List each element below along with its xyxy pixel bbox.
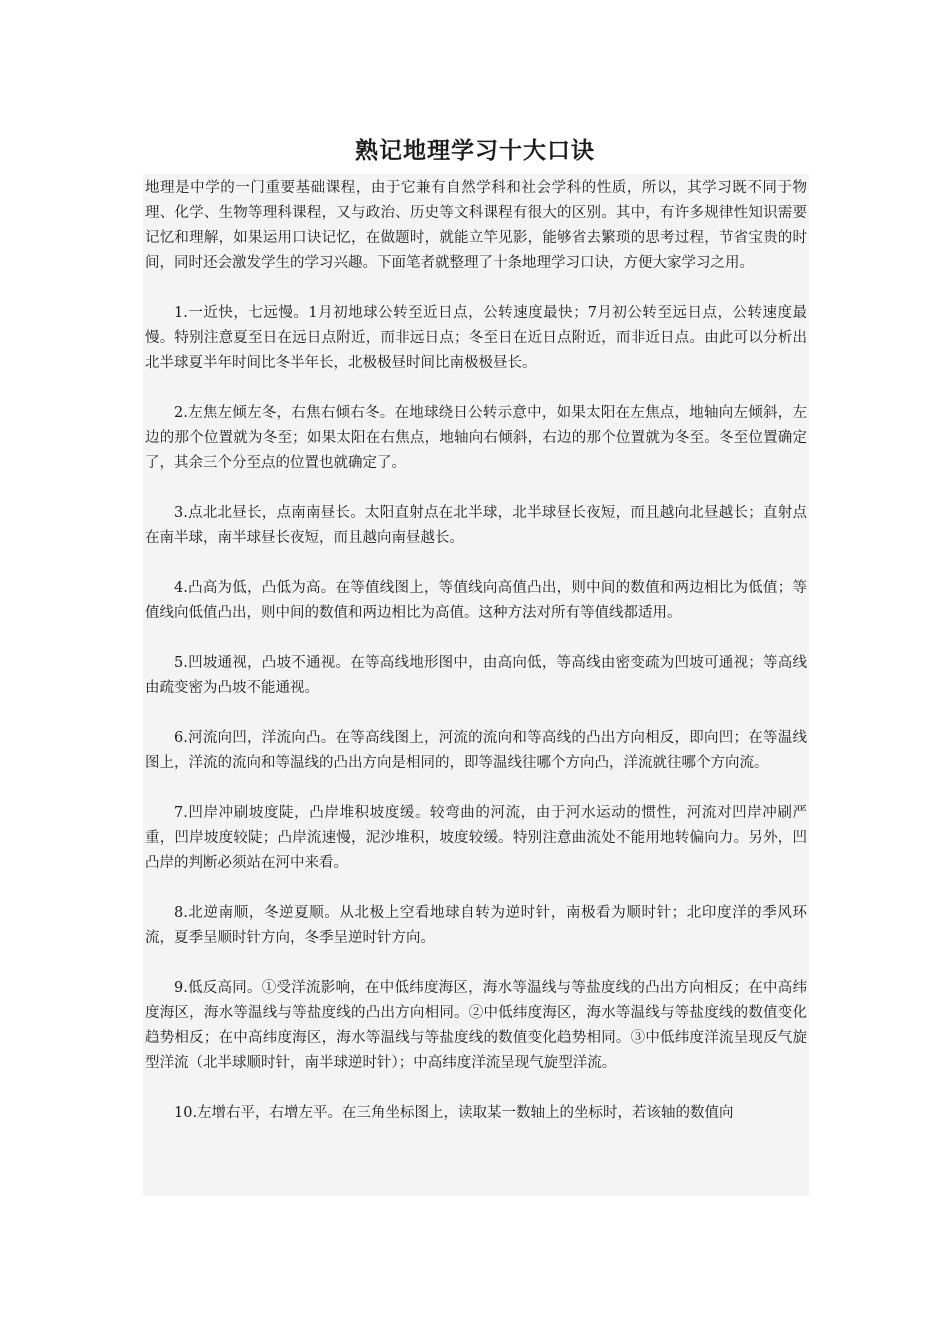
mnemonic-item-8: 8.北逆南顺，冬逆夏顺。从北极上空看地球自转为逆时针，南极看为顺时针；北印度洋的季风环流，夏季呈顺时针方向，冬季呈逆时针方向。 xyxy=(145,905,807,946)
mnemonic-item-1: 1.一近快，七远慢。1月初地球公转至近日点，公转速度最快；7月初公转至远日点，公转速度最慢。特别注意夏至日在远日点附近，而非远日点；冬至日在近日点附近，而非近日点。由此可以分析出北半球夏半年时间比冬半年长，北极极昼时间比南极极昼长。 xyxy=(145,305,807,371)
mnemonic-item-10: 10.左增右平，右增左平。在三角坐标图上，读取某一数轴上的坐标时，若该轴的数值向 xyxy=(174,1105,734,1121)
document-body xyxy=(143,174,809,1196)
mnemonic-item-5: 5.凹坡通视，凸坡不通视。在等高线地形图中，由高向低，等高线由密变疏为凹坡可通视；等高线由疏变密为凸坡不能通视。 xyxy=(145,655,807,696)
mnemonic-item-4: 4.凸高为低，凸低为高。在等值线图上，等值线向高值凸出，则中间的数值和两边相比为低值；等值线向低值凸出，则中间的数值和两边相比为高值。这种方法对所有等值线都适用。 xyxy=(145,580,807,621)
intro-paragraph: 地理是中学的一门重要基础课程，由于它兼有自然学科和社会学科的性质，所以，其学习既不同于物理、化学、生物等理科课程，又与政治、历史等文科课程有很大的区别。其中，有许多规律性知识需要记忆和理解，如果运用口诀记忆，在做题时，就能立竿见影，能够省去繁琐的思考过程，节省宝贵的时间，同时还会激发学生的学习兴趣。下面笔者就整理了十条地理学习口诀，方便大家学习之用。 xyxy=(145,180,807,271)
mnemonic-item-9: 9.低反高同。①受洋流影响，在中低纬度海区，海水等温线与等盐度线的凸出方向相反；在中高纬度海区，海水等温线与等盐度线的凸出方向相同。②中低纬度海区，海水等温线与等盐度线的数值变化趋势相反；在中高纬度海区，海水等温线与等盐度线的数值变化趋势相同。③中低纬度洋流呈现反气旋型洋流（北半球顺时针，南半球逆时针）；中高纬度洋流呈现气旋型洋流。 xyxy=(145,980,807,1071)
mnemonic-item-3: 3.点北北昼长，点南南昼长。太阳直射点在北半球，北半球昼长夜短，而且越向北昼越长；直射点在南半球，南半球昼长夜短，而且越向南昼越长。 xyxy=(145,505,807,546)
mnemonic-item-6: 6.河流向凹，洋流向凸。在等高线图上，河流的流向和等高线的凸出方向相反，即向凹；在等温线图上，洋流的流向和等温线的凸出方向是相同的，即等温线往哪个方向凸，洋流就往哪个方向流。 xyxy=(145,730,807,771)
document-title: 熟记地理学习十大口诀 xyxy=(355,138,595,164)
mnemonic-item-2: 2.左焦左倾左冬，右焦右倾右冬。在地球绕日公转示意中，如果太阳在左焦点，地轴向左倾斜，左边的那个位置就为冬至；如果太阳在右焦点，地轴向右倾斜，右边的那个位置就为冬至。冬至位置确定了，其余三个分至点的位置也就确定了。 xyxy=(145,405,807,471)
mnemonic-item-7: 7.凹岸冲刷坡度陡，凸岸堆积坡度缓。较弯曲的河流，由于河水运动的惯性，河流对凹岸冲刷严重，凹岸坡度较陡；凸岸流速慢，泥沙堆积，坡度较缓。特别注意曲流处不能用地转偏向力。另外，凹凸岸的判断必须站在河中来看。 xyxy=(145,805,807,871)
